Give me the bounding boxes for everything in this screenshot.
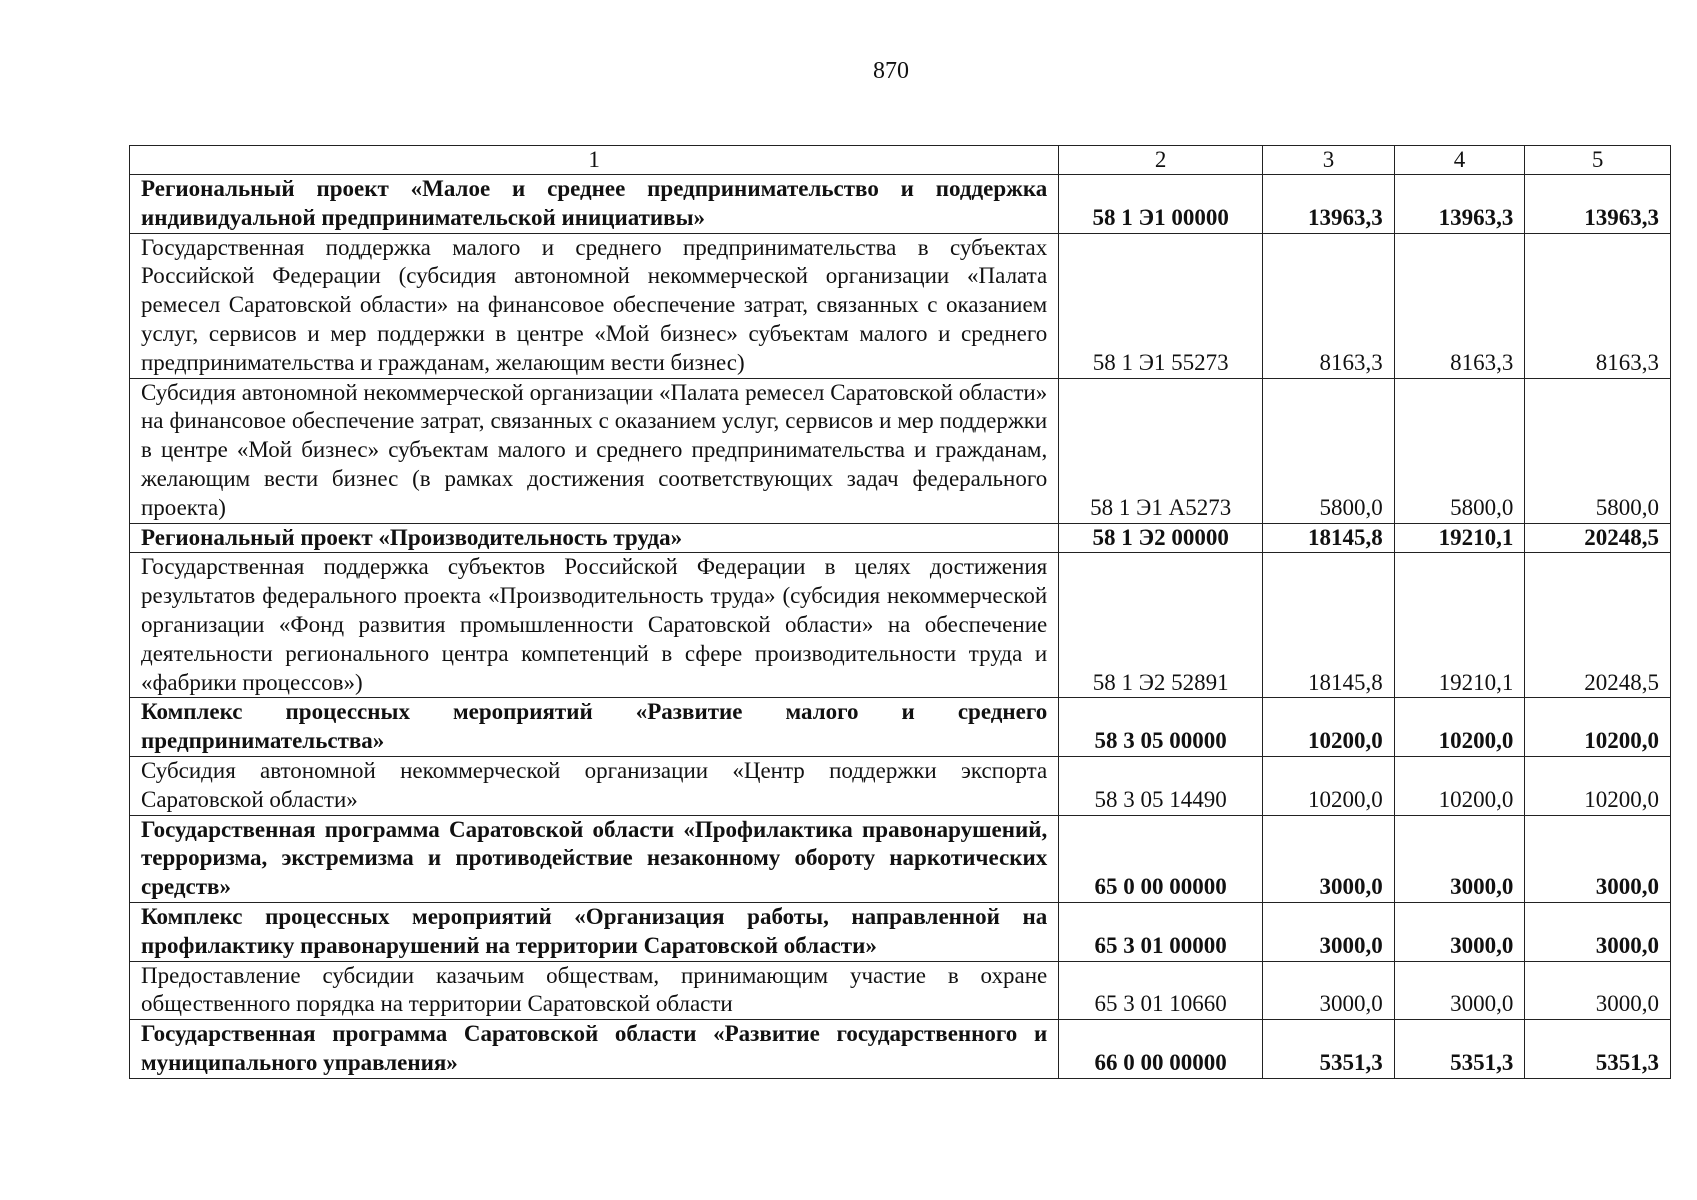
table-row <box>130 175 1671 234</box>
row-value-cell: 8163,3 <box>1263 233 1395 378</box>
row-value-cell: 10200,0 <box>1394 756 1525 815</box>
row-value-cell: 20248,5 <box>1525 523 1671 553</box>
row-value-cell: 10200,0 <box>1263 698 1395 757</box>
row-value-cell: 3000,0 <box>1525 902 1671 961</box>
row-value-cell: 10200,0 <box>1525 756 1671 815</box>
row-code-cell: 58 1 Э2 00000 <box>1059 523 1263 553</box>
row-value-cell: 3000,0 <box>1525 961 1671 1020</box>
table-header-row <box>130 146 1671 175</box>
row-name-cell: Комплекс процессных мероприятий «Организация работы, направленной на профилактику правонарушений на территории Саратовской области» <box>130 902 1059 961</box>
column-header: 5 <box>1525 146 1671 175</box>
row-code-cell: 58 1 Э2 52891 <box>1059 553 1263 698</box>
row-value-cell: 3000,0 <box>1263 902 1395 961</box>
row-value-cell: 5800,0 <box>1394 378 1525 523</box>
page-number: 870 <box>873 58 909 84</box>
row-code-cell: 65 3 01 10660 <box>1059 961 1263 1020</box>
row-name-cell: Региональный проект «Производительность труда» <box>130 523 1059 553</box>
table-body <box>130 175 1671 1079</box>
row-value-cell: 13963,3 <box>1394 175 1525 234</box>
row-name-cell: Комплекс процессных мероприятий «Развитие малого и среднего предпринимательства» <box>130 698 1059 757</box>
table-row <box>130 523 1671 553</box>
row-name-cell: Субсидия автономной некоммерческой организации «Палата ремесел Саратовской области» на финансовое обеспечение затрат, связанных с оказанием услуг, сервисов и мер поддержки в центре «Мой бизнес» субъектам малого и среднего предпринимательства и гражданам, желающим вести бизнес (в рамках достижения соответствующих задач федерального проекта) <box>130 378 1059 523</box>
budget-table <box>129 145 1671 1079</box>
table-row <box>130 233 1671 378</box>
row-value-cell: 3000,0 <box>1394 902 1525 961</box>
row-value-cell: 8163,3 <box>1394 233 1525 378</box>
row-name-cell: Субсидия автономной некоммерческой организации «Центр поддержки экспорта Саратовской области» <box>130 756 1059 815</box>
row-value-cell: 5351,3 <box>1263 1020 1395 1079</box>
row-code-cell: 65 3 01 00000 <box>1059 902 1263 961</box>
row-value-cell: 8163,3 <box>1525 233 1671 378</box>
row-name-cell: Региональный проект «Малое и среднее предпринимательство и поддержка индивидуальной предпринимательской инициативы» <box>130 175 1059 234</box>
row-value-cell: 10200,0 <box>1525 698 1671 757</box>
row-name-cell: Государственная программа Саратовской области «Профилактика правонарушений, терроризма, экстремизма и противодействие незаконному обороту наркотических средств» <box>130 815 1059 902</box>
row-code-cell: 65 0 00 00000 <box>1059 815 1263 902</box>
row-value-cell: 3000,0 <box>1263 815 1395 902</box>
table-row <box>130 815 1671 902</box>
column-header: 3 <box>1263 146 1395 175</box>
row-value-cell: 3000,0 <box>1394 961 1525 1020</box>
table-row <box>130 756 1671 815</box>
row-value-cell: 10200,0 <box>1394 698 1525 757</box>
row-name-cell: Государственная поддержка малого и среднего предпринимательства в субъектах Российской Федерации (субсидия автономной некоммерческой организации «Палата ремесел Саратовской области» на финансовое обеспечение затрат, связанных с оказанием услуг, сервисов и мер поддержки в центре «Мой бизнес» субъектам малого и среднего предпринимательства и гражданам, желающим вести бизнес) <box>130 233 1059 378</box>
row-code-cell: 58 1 Э1 А5273 <box>1059 378 1263 523</box>
table-row <box>130 378 1671 523</box>
row-code-cell: 58 1 Э1 55273 <box>1059 233 1263 378</box>
row-value-cell: 19210,1 <box>1394 523 1525 553</box>
table-row <box>130 698 1671 757</box>
table-row <box>130 902 1671 961</box>
row-value-cell: 13963,3 <box>1263 175 1395 234</box>
row-code-cell: 66 0 00 00000 <box>1059 1020 1263 1079</box>
row-name-cell: Предоставление субсидии казачьим обществам, принимающим участие в охране общественного порядка на территории Саратовской области <box>130 961 1059 1020</box>
row-value-cell: 18145,8 <box>1263 553 1395 698</box>
table-row <box>130 1020 1671 1079</box>
row-value-cell: 19210,1 <box>1394 553 1525 698</box>
row-value-cell: 5351,3 <box>1394 1020 1525 1079</box>
row-value-cell: 20248,5 <box>1525 553 1671 698</box>
row-value-cell: 3000,0 <box>1525 815 1671 902</box>
row-code-cell: 58 3 05 00000 <box>1059 698 1263 757</box>
row-value-cell: 10200,0 <box>1263 756 1395 815</box>
row-name-cell: Государственная программа Саратовской области «Развитие государственного и муниципального управления» <box>130 1020 1059 1079</box>
table-row <box>130 961 1671 1020</box>
column-header: 1 <box>130 146 1059 175</box>
row-value-cell: 3000,0 <box>1394 815 1525 902</box>
column-header: 4 <box>1394 146 1525 175</box>
row-value-cell: 13963,3 <box>1525 175 1671 234</box>
row-value-cell: 3000,0 <box>1263 961 1395 1020</box>
row-value-cell: 18145,8 <box>1263 523 1395 553</box>
row-value-cell: 5800,0 <box>1263 378 1395 523</box>
row-value-cell: 5800,0 <box>1525 378 1671 523</box>
row-name-cell: Государственная поддержка субъектов Российской Федерации в целях достижения результатов федерального проекта «Производительность труда» (субсидия некоммерческой организации «Фонд развития промышленности Саратовской области» на обеспечение деятельности регионального центра компетенций в сфере производительности труда и «фабрики процессов») <box>130 553 1059 698</box>
column-header: 2 <box>1059 146 1263 175</box>
row-code-cell: 58 3 05 14490 <box>1059 756 1263 815</box>
row-value-cell: 5351,3 <box>1525 1020 1671 1079</box>
row-code-cell: 58 1 Э1 00000 <box>1059 175 1263 234</box>
table-row <box>130 553 1671 698</box>
